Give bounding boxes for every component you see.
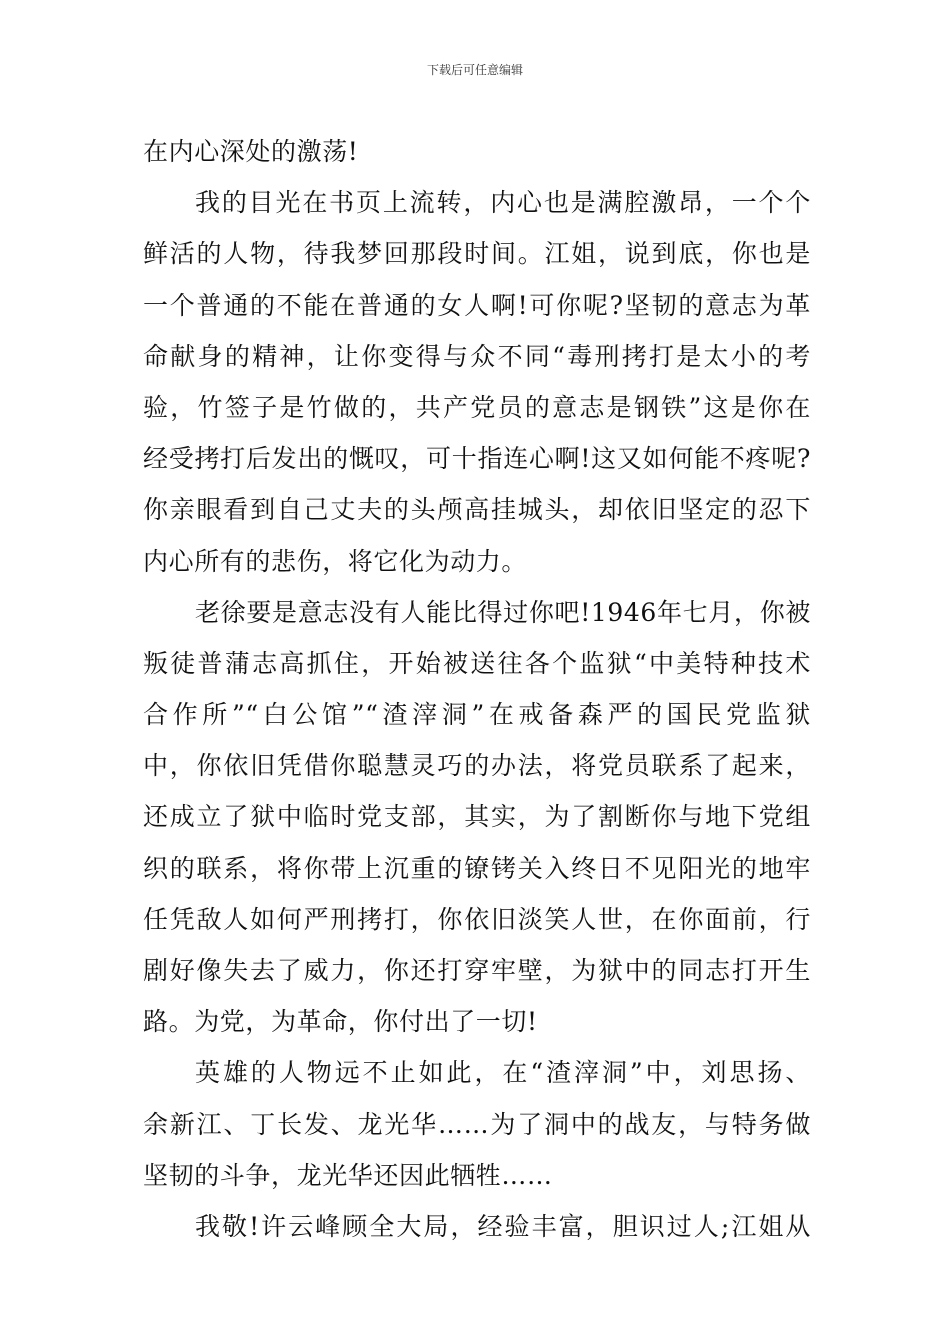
text-line: 坚韧的斗争，龙光华还因此牺牲…… [143, 1160, 553, 1190]
text-line: 我的目光在书页上流转，内心也是满腔激昂，一个个 [195, 188, 811, 218]
text-line: 命献身的精神，让你变得与众不同“毒刑拷打是太小的考 [143, 341, 811, 371]
text-line: 路。为党，为革命，你付出了一切! [143, 1007, 538, 1037]
text-line: 内心所有的悲伤，将它化为动力。 [143, 546, 528, 576]
text-line: 织的联系，将你带上沉重的镣铐关入终日不见阳光的地牢 [143, 853, 811, 883]
text-line: 鲜活的人物，待我梦回那段时间。江姐，说到底，你也是 [143, 239, 811, 269]
document-body [143, 126, 811, 1252]
text-line: 中，你依旧凭借你聪慧灵巧的办法，将党员联系了起来， [143, 751, 811, 781]
text-line: 验，竹签子是竹做的，共产党员的意志是钢铁”这是你在 [143, 392, 811, 422]
text-line: 余新江、丁长发、龙光华……为了洞中的战友，与特务做 [143, 1109, 811, 1139]
text-line: 老徐要是意志没有人能比得过你吧!1946年七月，你被 [195, 597, 811, 627]
text-line: 在内心深处的激荡! [143, 137, 359, 166]
text-line: 你亲眼看到自己丈夫的头颅高挂城头，却依旧坚定的忍下 [143, 495, 811, 525]
text-line: 任凭敌人如何严刑拷打，你依旧淡笑人世，在你面前，行 [143, 904, 811, 934]
text-line: 剧好像失去了威力，你还打穿牢壁，为狱中的同志打开生 [143, 956, 811, 985]
text-line: 经受拷打后发出的慨叹，可十指连心啊!这又如何能不疼呢? [143, 444, 811, 474]
text-line: 合作所”“白公馆”“渣滓洞”在戒备森严的国民党监狱 [143, 700, 811, 730]
text-line: 英雄的人物远不止如此，在“渣滓洞”中，刘思扬、 [195, 1058, 811, 1088]
page-header: 下载后可任意编辑 [426, 63, 523, 77]
text-line: 一个普通的不能在普通的女人啊!可你呢?坚韧的意志为革 [143, 290, 811, 320]
text-line: 叛徒普蒲志高抓住，开始被送往各个监狱“中美特种技术 [143, 648, 811, 678]
text-line: 我敬!许云峰顾全大局，经验丰富，胆识过人;江姐从 [195, 1211, 811, 1241]
text-line: 还成立了狱中临时党支部，其实，为了割断你与地下党组 [143, 802, 811, 832]
